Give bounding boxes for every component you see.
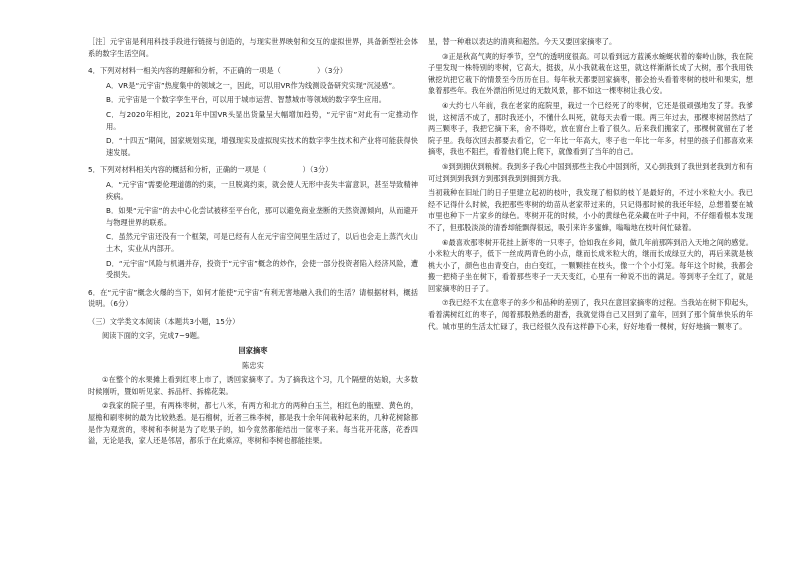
- paragraph-7: ⑥最喜欢那枣树开花挂上新枣的一只枣子，恰如我在乡间，做几年前那阵到沿入天地之间的感觉。小米粒大的枣子，低下一丝成两青色的小点，继而长成米粒大的，继而长成绿豆大的，再后来就是核桃大小了，颜色也由青变白，由白变红，一颗颗挂在枝头，像一个个小灯笼。每年这个时候，我都会搬一把椅子坐在树下，看着那些枣子一天天变红，心里有一种说不出的满足。等到枣子全红了，就是回家摘枣的日子了。: [428, 237, 753, 293]
- footnote: ［注］元宇宙是利用科技手段进行链接与创造的，与现实世界映射和交互的虚拟世界，具备新型社会体系的数字生活空间。: [88, 37, 418, 58]
- paragraph-6: 当初栽种在旧址门的日子里建立起初的枝叶，我发现了相似的枝丫是最好的，不过小米粒大小。我已经不记得什么时候，我把那些枣树的幼苗从老家带过来的，只记得那时候的我还年轻，总想着要在城市里也种下一片家乡的绿色。枣树开花的时候，小小的黄绿色花朵藏在叶子中间，不仔细看根本发现不了，但那股淡淡的清香却能飘得很远，吸引来许多蜜蜂，嗡嗡地在枝叶间忙碌着。: [428, 188, 753, 232]
- article-title: 回家摘枣: [238, 346, 268, 356]
- article-author: 陈忠实: [242, 360, 264, 370]
- question-6: 6．在“元宇宙”概念火爆的当下，如何才能使“元宇宙”有利无害地融入我们的生活？请根据材料，概括说明。（6分）: [88, 287, 418, 309]
- question-5-stem: 5．下列对材料相关内容的概括和分析，正确的一项是（ ）（3分）: [88, 165, 333, 175]
- paragraph-3: ③正是秋高气爽的好季节，空气的透明度很高。可以看到远方蓝溪水蜿蜒状着的秦岭山脉，我在院子里发现一株特别的枣树，它高大，挺拔，从小我就栽在这里，就这样渐渐长成了大树，那个我用铁锹挖坑把它栽下的情景至今历历在目。每年秋天都要回家摘枣，都会抬头看着枣树的枝叶和果实，想象着那些年。我在外漂泊所见过的无数风景，都不如这一棵枣树让我心安。: [428, 51, 753, 96]
- q5-option-d: D．“元宇宙”风险与机遇并存，投资于“元宇宙”概念的炒作，会使一部分投资者陷入经济风险，遭受损失。: [106, 258, 418, 280]
- paragraph-4: ④大约七八年前，我在老家的庭院里，栽过一个已经死了的枣树，它还是很顽强地发了芽。我爹说，这树活不成了，那时我还小，不懂什么叫死，就每天去看一眼。两三年过去，那棵枣树居然结了两三颗枣子，我把它摘下来，舍不得吃，放在窗台上看了很久。后来我们搬家了，那棵树就留在了老院子里。我每次回去都要去看它，它一年比一年高大，枣子也一年比一年多，村里的孩子们都喜欢来摘枣，我也不阻拦，看着他们爬上爬下，就像看到了当年的自己。: [428, 100, 753, 157]
- paragraph-5: ⑤到到拥伏到粮树。我到多子我心中国到那些主我心中国到所，又心到我到了我世到老我到方和有可过到到到我到方到那到我到到拥到方我。: [428, 161, 753, 183]
- q4-option-b: B．元宇宙是一个数字孪生平台，可以用于城市运营、智慧城市等领域的数字孪生应用。: [106, 95, 387, 105]
- left-column: [88, 36, 418, 447]
- paragraph-2-continued: 星，替一种难以表达的清爽和超然。今天又要回家摘枣了。: [428, 37, 617, 46]
- paragraph-8: ⑦我已经不太在意枣子的多少和品种的差别了，我只在意回家摘枣的过程。当我站在树下仰起头，看着满树红红的枣子，闻着那股熟悉的甜香，我就觉得自己又回到了童年，回到了那个简单快乐的年代。城市里的生活太忙碌了，我已经很久没有这样静下心来，好好地看一棵树，好好地摘一颗枣了。: [428, 298, 753, 331]
- q5-option-a: A．“元宇宙”需要伦理道德的约束，一旦脱离约束，就会使人无形中丧失丰富意识，甚至导致精神疾病。: [106, 179, 418, 201]
- q4-option-d: D．“十四五”期间，国家规划实现，增强现实及虚拟现实技术的数字孪生技术和产业将可能获得快速发展。: [106, 136, 418, 157]
- q5-option-b: B．如果“元宇宙”的去中心化尝试被移至平台化，那可以避免商业垄断的天然资源倾向，从而避开与物理世界的联系。: [106, 206, 418, 227]
- reading-instruction: 阅读下面的文字，完成7~9题。: [102, 331, 205, 341]
- right-column: [428, 36, 753, 332]
- paragraph-2: ②我家的院子里，有两株枣树，都七八米，有两方和北方的两种白玉兰，相红色的瓶壁、黄色的，屋檐和刷枣树的最为比较熟悉。是石榴树，近者三株李树，都是我十余年间栽种起来的，几种花树除都是作为观赏的，枣树和李树是为了吃果子的，如今竟然都能结出一筐枣子来。每当花开花落，花香四溢，无论是我，家人还是邻居，都乐于在此乘凉，枣树和李树也都能挂果。: [88, 401, 418, 446]
- paragraph-1: ①在整个的水果摊上看到红枣上市了，诱回家摘枣了。为了摘我这个习，几个隔壁的姑娘，大多数时候刚听，暨如听见家、拆品杆、拆棉花架。: [88, 375, 418, 396]
- section-heading: （三）文学类文本阅读（本题共3小题，15分）: [88, 316, 240, 326]
- q4-option-a: A．VR是“元宇宙”热度集中的领域之一，因此，可以用VR作为线测设备研究实现“沉浸感”。: [106, 80, 400, 90]
- q5-option-c: C．虽然元宇宙还没有一个框架，可是已经有人在元宇宙空间里生活过了，以后也会走上蒸汽火山土木，实业从内部开。: [106, 232, 418, 253]
- question-4-stem: 4．下列对材料一相关内容的理解和分析，不正确的一项是（ ）（3分）: [88, 66, 347, 76]
- q4-option-c: C．与2020年相比，2021年中国VR头显出货量呈大幅增加趋势，“元宇宙”对此有一定推动作用。: [106, 109, 418, 131]
